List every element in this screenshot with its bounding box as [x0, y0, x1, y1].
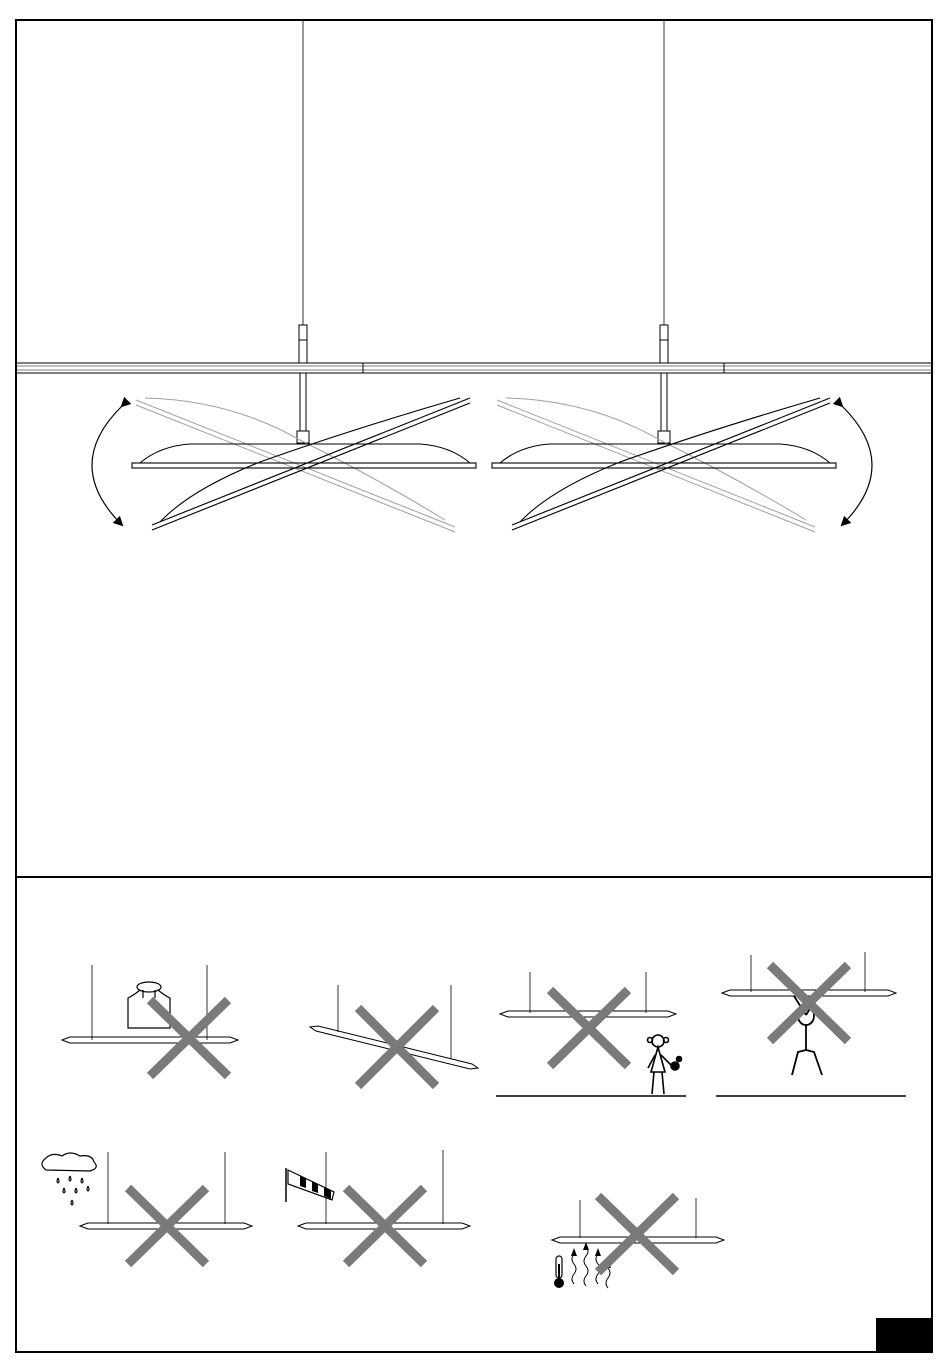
warning-no-outdoor-rain	[42, 1152, 252, 1264]
luminaire-right-tilt-up-position	[512, 398, 830, 530]
prohibited-cross-icon	[358, 1008, 436, 1086]
page-frame	[16, 20, 932, 1352]
tilt-adjustment-diagram	[16, 20, 932, 532]
page-number-box	[876, 1318, 932, 1352]
luminaire-bar	[62, 1037, 238, 1043]
luminaire-left-tilt-up-position	[152, 398, 470, 530]
warning-no-weight-load	[62, 965, 238, 1076]
prohibited-cross-icon	[128, 1188, 206, 1264]
prohibited-cross-icon	[346, 1188, 424, 1264]
rain-cloud-icon	[42, 1153, 96, 1205]
prohibited-cross-icon	[150, 1000, 228, 1076]
warning-no-wind-exposure	[286, 1150, 470, 1264]
prohibited-cross-icon	[770, 965, 848, 1041]
luminaire-bar	[500, 1011, 676, 1017]
warning-no-heat-source	[552, 1196, 724, 1288]
luminaire-right	[492, 398, 872, 532]
prohibited-cross-icon	[550, 990, 628, 1066]
tilt-arrow-left	[92, 406, 122, 525]
luminaire-bar	[722, 990, 896, 996]
warning-no-tilted-mounting	[310, 985, 478, 1086]
cable-gripper-left	[297, 325, 309, 443]
warning-no-hanging-on-luminaire	[716, 952, 906, 1096]
cable-gripper-right	[658, 325, 670, 443]
prohibited-cross-icon	[598, 1196, 676, 1272]
child-with-toy-icon	[648, 1035, 682, 1094]
ceiling-track	[16, 363, 932, 373]
tilt-arrow-right	[842, 406, 872, 525]
windsock-icon	[286, 1168, 334, 1202]
luminaire-left	[92, 398, 476, 532]
warnings-panel	[42, 952, 906, 1288]
warning-keep-away-from-children	[496, 972, 686, 1096]
